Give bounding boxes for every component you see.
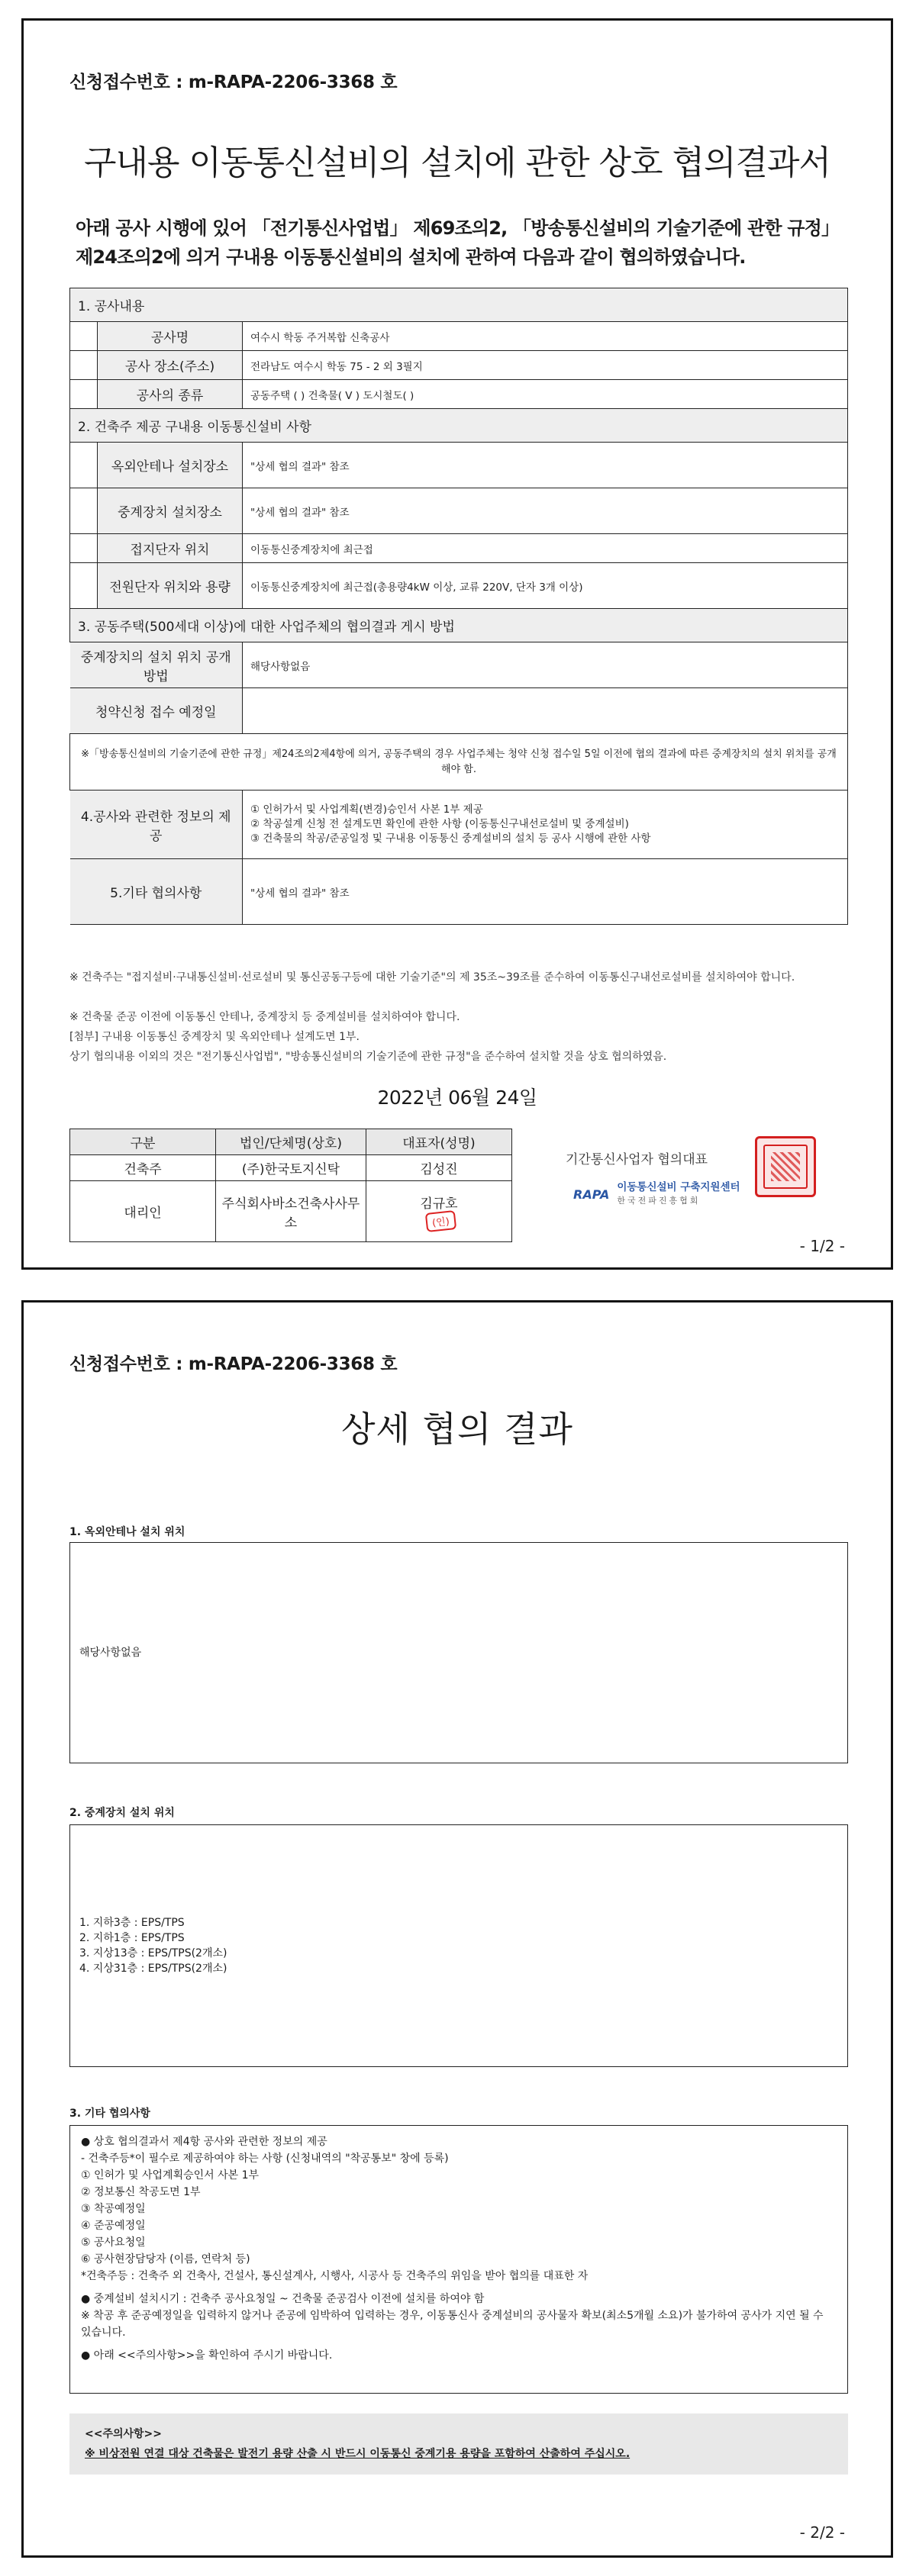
- other-line: ② 정보통신 착공도면 1부: [81, 2186, 201, 2198]
- caution-title: <<주의사항>>: [85, 2428, 163, 2440]
- other-line: [81, 2285, 837, 2291]
- row-label: 공사명: [98, 322, 243, 351]
- row-label: 중계장치 설치장소: [98, 488, 243, 534]
- repeater-item: 4. 지상31층 : EPS/TPS(2개소): [79, 1963, 227, 1975]
- sign-header: 법인/단체명(상호): [216, 1129, 366, 1155]
- row-label: 공사의 종류: [98, 380, 243, 409]
- agency-label: 기간통신사업자 협의대표: [566, 1152, 708, 1167]
- caution-box: [69, 2413, 848, 2475]
- receipt-number: 신청접수번호 : m-RAPA-2206-3368 호: [69, 72, 398, 92]
- other-line: ⑥ 공사현장담당자 (이름, 연락처 등): [81, 2253, 250, 2265]
- sign-rep-cell: [366, 1181, 511, 1242]
- row-value: "상세 협의 결과" 참조: [243, 488, 848, 534]
- page-number: - 2/2 -: [799, 2523, 845, 2542]
- detail-title: 상세 협의 결과: [341, 1409, 573, 1450]
- rapa-name: 이동통신설비 구축지원센터: [617, 1181, 740, 1193]
- section-4-items: [243, 791, 848, 859]
- row-label: 옥외안테나 설치장소: [98, 443, 243, 488]
- sign-header: 구분: [70, 1129, 216, 1155]
- section-5-label: 5.기타 협의사항: [70, 859, 243, 925]
- info-item: ① 인허가서 및 사업계획(변경)승인서 사본 1부 제공: [250, 803, 483, 816]
- row-label: 접지단자 위치: [98, 534, 243, 563]
- note-4: 상기 협의내용 이외의 것은 "전기통신사업법", "방송통신설비의 기술기준에 관한 규정"을 준수하여 설치할 것을 상호 협의하였음.: [69, 1051, 667, 1063]
- page-number: - 1/2 -: [799, 1237, 845, 1255]
- rapa-logo: [573, 1180, 740, 1208]
- other-line: ⑤ 공사요청일: [81, 2236, 146, 2249]
- other-line: ※ 착공 후 준공예정일을 입력하지 않거나 준공에 임박하여 입력하는 경우, 이동통신사 중계설비의 공사물자 확보(최소5개월 소요)가 불가하여 공사가 지연 될 수 있습니다.: [81, 2310, 824, 2339]
- row-value: 공동주택 ( ) 건축물( V ) 도시철도( ): [243, 380, 848, 409]
- section-1-title: 1. 공사내용: [70, 288, 848, 322]
- row-value: 해당사항없음: [243, 642, 848, 688]
- row-value: 여수시 학동 주거복합 신축공사: [243, 322, 848, 351]
- repeater-box: [69, 1824, 848, 2067]
- info-item: ② 착공설계 신청 전 설계도면 확인에 관한 사항 (이동통신구내선로설비 및 중계설비): [250, 818, 629, 830]
- sign-org: 주식회사바소건축사사무소: [216, 1181, 366, 1242]
- repeater-item: 1. 지하3층 : EPS/TPS: [79, 1917, 185, 1929]
- repeater-item: 3. 지상13층 : EPS/TPS(2개소): [79, 1947, 227, 1959]
- sign-org: (주)한국토지신탁: [216, 1155, 366, 1181]
- page-1: [21, 18, 893, 1270]
- caution-text: ※ 비상전원 연결 대상 건축물은 발전기 용량 산출 시 반드시 이동통신 중계기용 용량을 포함하여 산출하여 주십시오.: [85, 2448, 631, 2460]
- other-line: ④ 준공예정일: [81, 2220, 146, 2232]
- intro-paragraph: 아래 공사 시행에 있어 「전기통신사업법」 제69조의2, 「방송통신설비의 기술기준에 관한 규정」 제24조의2에 의거 구내용 이동통신설비의 설치에 관하여 다음과 같이 협의하였습니다.: [76, 217, 840, 268]
- other-line: ③ 착공예정일: [81, 2203, 146, 2215]
- signature-table: [69, 1129, 512, 1242]
- row-value: "상세 협의 결과" 참조: [243, 443, 848, 488]
- section-3-title: 3. 공동주택(500세대 이상)에 대한 사업주체의 협의결과 게시 방법: [70, 609, 848, 642]
- antenna-box: [69, 1542, 848, 1763]
- disclosure-notice: ※「방송통신설비의 기술기준에 관한 규정」제24조의2제4항에 의거, 공동주택의 경우 사업주체는 청약 신청 접수일 5일 이전에 협의 결과에 따른 중계장치의 설치 위치를 공개해야 함.: [70, 734, 848, 791]
- sign-role: 건축주: [70, 1155, 216, 1181]
- sign-header: 대표자(성명): [366, 1129, 511, 1155]
- other-box: [69, 2125, 848, 2394]
- section-5-value: "상세 협의 결과" 참조: [243, 859, 848, 925]
- rapa-mark-icon: RAPA: [573, 1187, 610, 1202]
- rapa-sub: 한국전파진흥협회: [617, 1196, 701, 1206]
- other-line: ● 아래 <<주의사항>>을 확인하여 주시기 바랍니다.: [81, 2349, 333, 2362]
- row-value: 이동통신중계장치에 최근접: [243, 534, 848, 563]
- other-line: ① 인허가 및 사업계획승인서 사본 1부: [81, 2169, 260, 2182]
- other-line: - 건축주등*이 필수로 제공하여야 하는 사항 (신청내역의 "착공통보" 창에 등록): [81, 2153, 449, 2165]
- repeater-section-label: 2. 중계장치 설치 위치: [69, 1807, 175, 1819]
- row-label: 공사 장소(주소): [98, 351, 243, 380]
- row-value: 전라남도 여수시 학동 75 - 2 외 3필지: [243, 351, 848, 380]
- agreement-table: [69, 288, 848, 925]
- personal-seal: (인): [424, 1210, 456, 1232]
- row-label: 청약신청 접수 예정일: [70, 688, 243, 734]
- note-2: ※ 건축물 준공 이전에 이동통신 안테나, 중계장치 등 중계설비를 설치하여야 합니다.: [69, 1011, 460, 1023]
- document-title: 구내용 이동통신설비의 설치에 관한 상호 협의결과서: [83, 143, 831, 182]
- row-label: 전원단자 위치와 용량: [98, 563, 243, 609]
- sign-rep: 김규호: [420, 1196, 458, 1212]
- receipt-number: 신청접수번호 : m-RAPA-2206-3368 호: [69, 1354, 398, 1374]
- other-line: [81, 2341, 837, 2347]
- note-1: ※ 건축주는 "접지설비·구내통신설비·선로설비 및 통신공동구등에 대한 기술기준"의 제 35조~39조를 준수하여 이동통신구내선로설비를 설치하여야 합니다.: [69, 971, 795, 984]
- page-2: [21, 1300, 893, 2558]
- row-label: 중계장치의 설치 위치 공개방법: [70, 642, 243, 688]
- note-3: [첨부] 구내용 이동통신 중계장치 및 옥외안테나 설계도면 1부.: [69, 1031, 360, 1043]
- antenna-section-label: 1. 옥외안테나 설치 위치: [69, 1526, 185, 1538]
- info-item: ③ 건축물의 착공/준공일정 및 구내용 이동통신 중계설비의 설치 등 공사 시행에 관한 사항: [250, 832, 651, 845]
- row-value: 이동통신중계장치에 최근접(총용량4kW 이상, 교류 220V, 단자 3개 이상): [243, 563, 848, 609]
- row-value: [243, 688, 848, 734]
- agreement-date: 2022년 06월 24일: [377, 1087, 537, 1109]
- other-section-label: 3. 기타 협의사항: [69, 2107, 150, 2120]
- sign-role: 대리인: [70, 1181, 216, 1242]
- section-2-title: 2. 건축주 제공 구내용 이동통신설비 사항: [70, 409, 848, 443]
- official-seal-icon: [755, 1136, 816, 1197]
- antenna-value: 해당사항없음: [79, 1647, 142, 1659]
- other-line: ● 중계설비 설치시기 : 건축주 공사요청일 ~ 건축물 준공검사 이전에 설치를 하여야 함: [81, 2293, 485, 2305]
- repeater-item: 2. 지하1층 : EPS/TPS: [79, 1932, 185, 1944]
- sign-rep: 김성진: [366, 1155, 511, 1181]
- other-line: ● 상호 협의결과서 제4항 공사와 관련한 정보의 제공: [81, 2136, 327, 2148]
- other-line: *건축주등 : 건축주 외 건축사, 건설사, 통신설계사, 시행사, 시공사 등 건축주의 위임을 받아 협의를 대표한 자: [81, 2270, 589, 2282]
- section-4-label: 4.공사와 관련한 정보의 제공: [70, 791, 243, 859]
